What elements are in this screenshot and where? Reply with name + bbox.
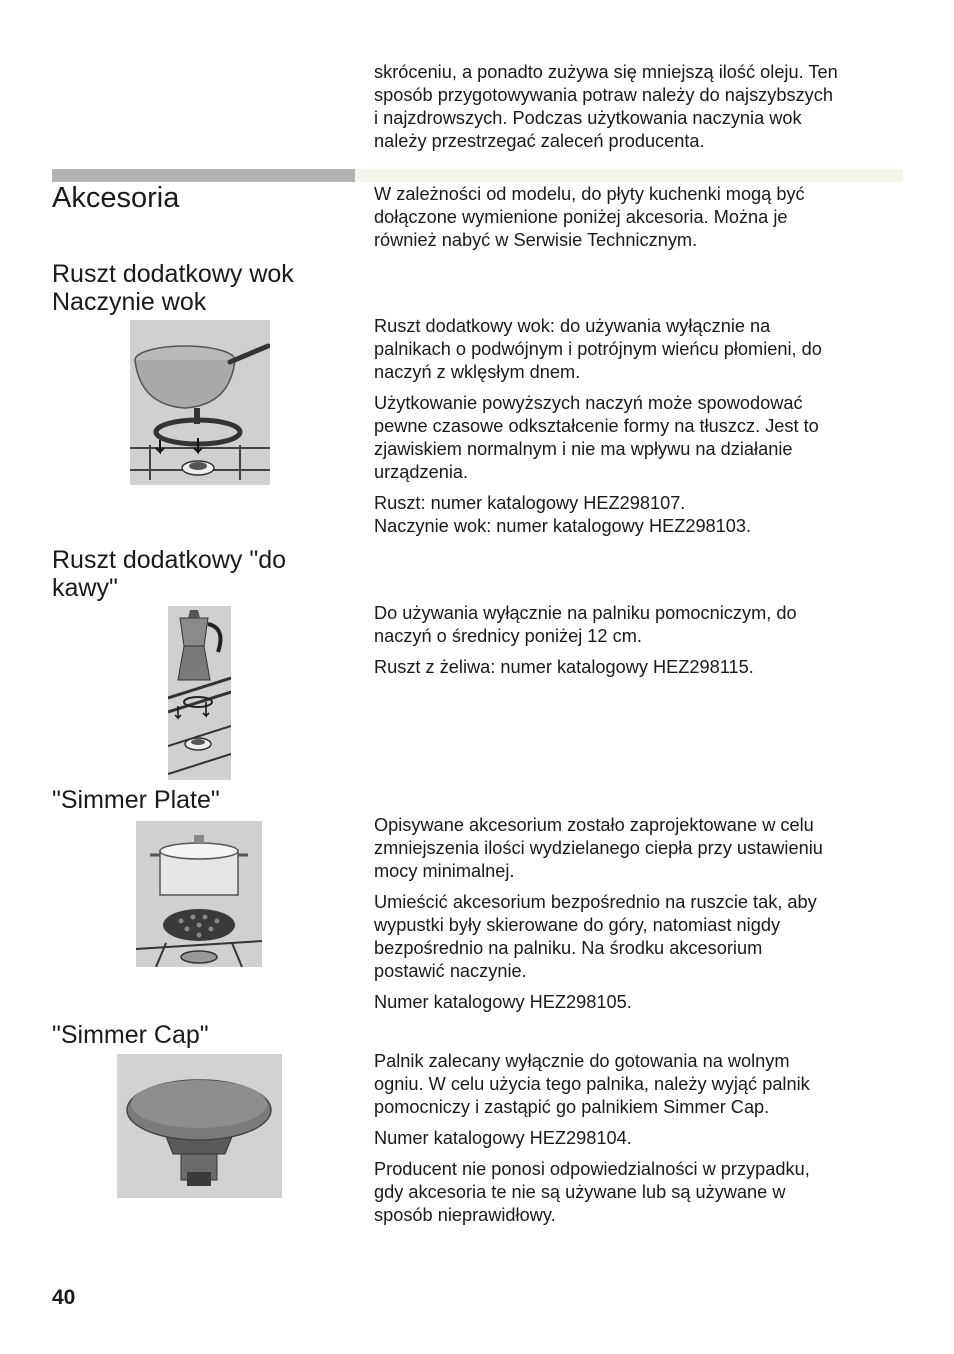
item-heading-simmer-plate: "Simmer Plate" — [52, 786, 220, 814]
intro-paragraph: skróceniu, a ponadto zużywa się mniejszą ilość oleju. Ten sposób przygotowywania potraw należy do najszybszych i najzdrowszych. Podczas użytkowania naczynia wok należy przestrzegać zaleceń producenta. — [374, 62, 838, 151]
section-title: Akcesoria — [52, 182, 180, 214]
section-divider-bar — [52, 169, 355, 182]
item-heading-coffee: Ruszt dodatkowy "do kawy" — [52, 546, 286, 602]
item-description-wok: Ruszt dodatkowy wok: do używania wyłącznie na palnikach o podwójnym i potrójnym wieńcu płomieni, do naczyń z wklęsłym dnem. Użytkowanie powyższych naczyń może spowodować pewne czasowe odkształcenie formy na tłuszcz. Jest to zjawiskiem normalnym i nie ma wpływu na działanie urządzenia. Ruszt: numer katalogowy HEZ298107. Naczynie wok: numer katalogowy HEZ298103. — [374, 316, 822, 536]
section-description: W zależności od modelu, do płyty kuchenki mogą być dołączone wymienione poniżej akcesoria. Można je również nabyć w Serwisie Technicznym. — [374, 184, 805, 250]
item-heading-wok: Ruszt dodatkowy wok Naczynie wok — [52, 260, 294, 316]
coffee-grid-illustration — [168, 606, 231, 780]
item-description-simmer-plate: Opisywane akcesorium zostało zaprojektowane w celu zmniejszenia ilości wydzielanego ciepła przy ustawieniu mocy minimalnej. Umieścić akcesorium bezpośrednio na ruszcie tak, aby wypustki były skierowane do góry, natomiast nigdy bezpośrednio na palniku. Na środku akcesorium postawić naczynie. Numer katalogowy HEZ298105. — [374, 815, 823, 1012]
item-description-coffee: Do używania wyłącznie na palniku pomocniczym, do naczyń o średnicy poniżej 12 cm. Ruszt z żeliwa: numer katalogowy HEZ298115. — [374, 603, 797, 677]
simmer-plate-illustration — [136, 821, 262, 967]
simmer-cap-illustration — [117, 1054, 282, 1198]
wok-illustration — [130, 320, 270, 485]
page-number: 40 — [52, 1286, 76, 1309]
section-divider-tint — [355, 169, 903, 182]
item-description-simmer-cap: Palnik zalecany wyłącznie do gotowania na wolnym ogniu. W celu użycia tego palnika, należy wyjąć palnik pomocniczy i zastąpić go palnikiem Simmer Cap. Numer katalogowy HEZ298104. Producent nie ponosi odpowiedzialności w przypadku, gdy akcesoria te nie są używane lub są używane w sposób nieprawidłowy. — [374, 1051, 810, 1225]
item-heading-simmer-cap: "Simmer Cap" — [52, 1021, 209, 1049]
